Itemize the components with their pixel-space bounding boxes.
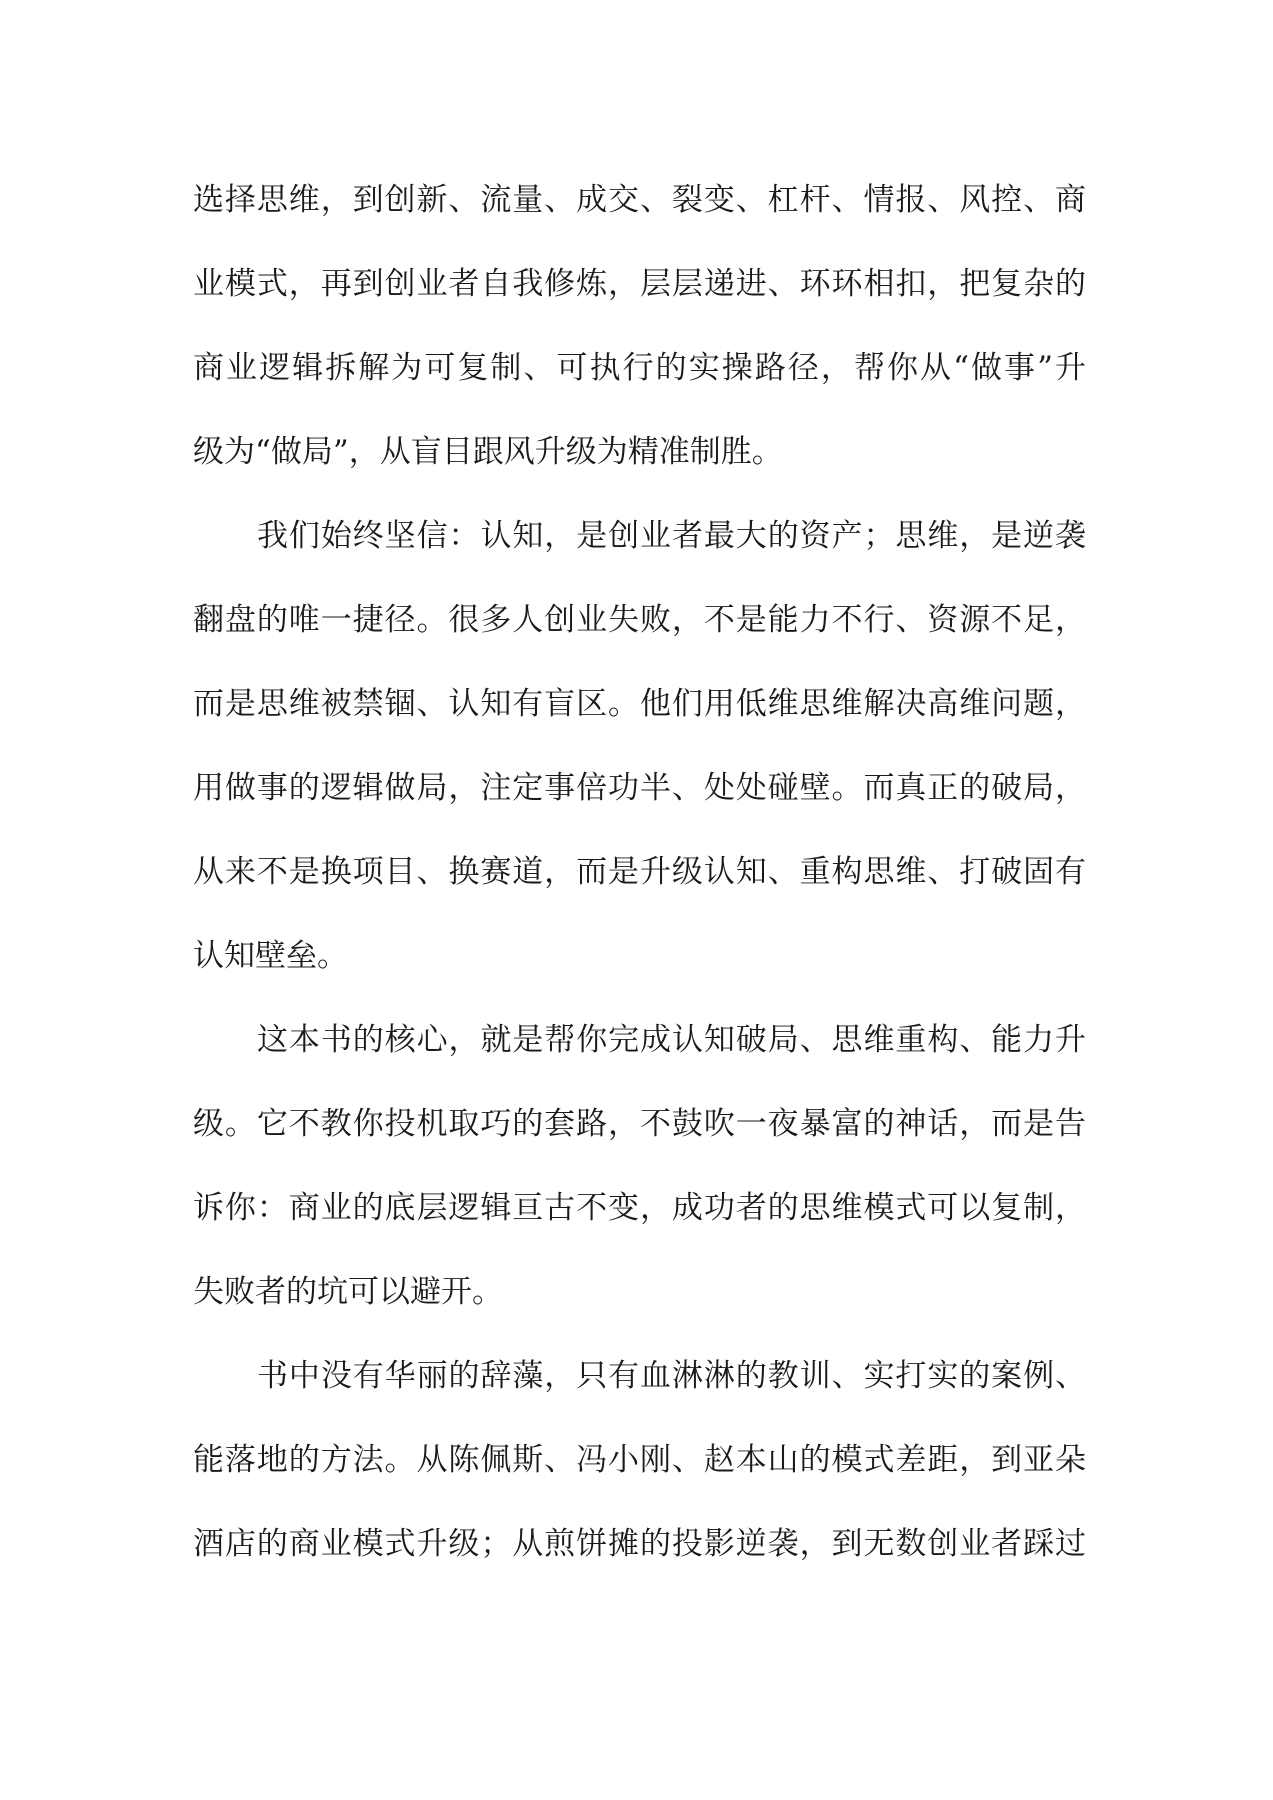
text-line: 用做事的逻辑做局，注定事倍功半、处处碰壁。而真正的破局，: [193, 770, 1086, 806]
text-line: 业模式，再到创业者自我修炼，层层递进、环环相扣，把复杂的: [193, 266, 1086, 302]
text-line: 从来不是换项目、换赛道，而是升级认知、重构思维、打破固有: [193, 854, 1086, 890]
body-text: [193, 165, 1086, 1593]
text-line: 我们始终坚信：认知，是创业者最大的资产；思维，是逆袭: [257, 518, 1086, 554]
text-line: 失败者的坑可以避开。: [193, 1274, 503, 1310]
text-line: 认知壁垒。: [193, 938, 348, 974]
text-line: 诉你：商业的底层逻辑亘古不变，成功者的思维模式可以复制，: [193, 1190, 1086, 1226]
text-line: 书中没有华丽的辞藻，只有血淋淋的教训、实打实的案例、: [257, 1358, 1086, 1394]
text-line: 能落地的方法。从陈佩斯、冯小刚、赵本山的模式差距，到亚朵: [193, 1442, 1086, 1478]
text-line: 翻盘的唯一捷径。很多人创业失败，不是能力不行、资源不足，: [193, 602, 1086, 638]
text-line: 酒店的商业模式升级；从煎饼摊的投影逆袭，到无数创业者踩过: [193, 1526, 1086, 1562]
text-line: 而是思维被禁锢、认知有盲区。他们用低维思维解决高维问题，: [193, 686, 1086, 722]
paragraph-2: [193, 501, 1086, 1005]
text-line: 商业逻辑拆解为可复制、可执行的实操路径，帮你从“做事”升: [193, 350, 1086, 386]
paragraph-1: [193, 165, 1086, 501]
text-line: 级为“做局”，从盲目跟风升级为精准制胜。: [193, 434, 783, 470]
paragraph-3: [193, 1005, 1086, 1341]
text-line: 这本书的核心，就是帮你完成认知破局、思维重构、能力升: [257, 1022, 1086, 1058]
text-line: 选择思维，到创新、流量、成交、裂变、杠杆、情报、风控、商: [193, 182, 1086, 218]
text-line: 级。它不教你投机取巧的套路，不鼓吹一夜暴富的神话，而是告: [193, 1106, 1086, 1142]
paragraph-4: [193, 1341, 1086, 1593]
